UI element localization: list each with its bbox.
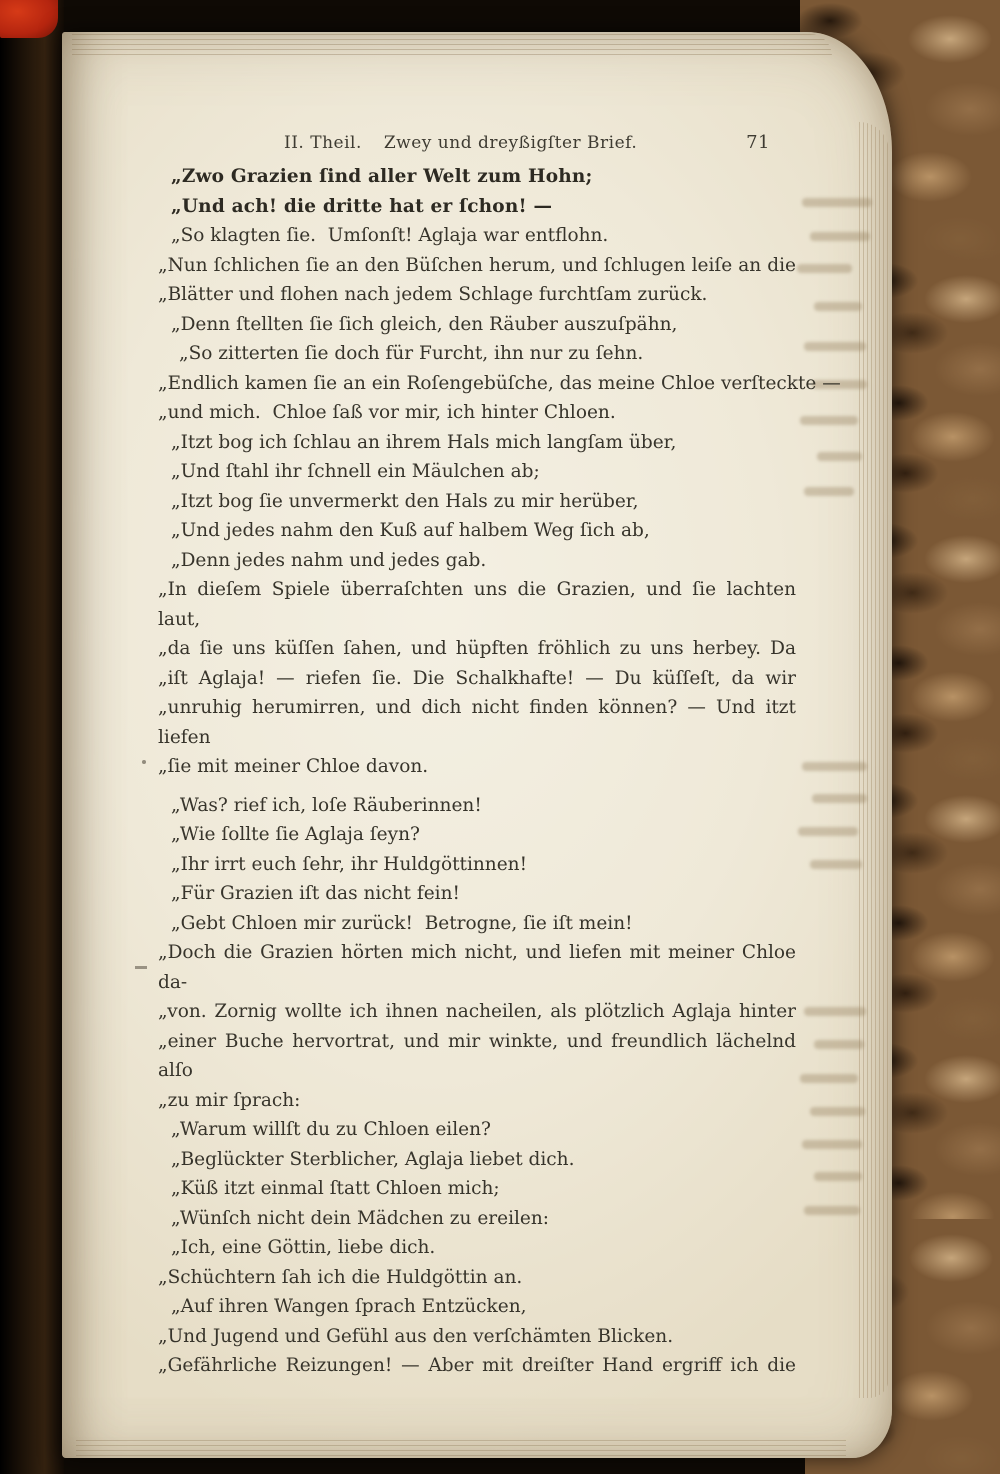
part-label: II. Theil.: [284, 133, 362, 153]
text-line: „ſie mit meiner Chloe davon.: [158, 756, 429, 777]
text-line: „Denn jedes nahm und jedes gab.: [171, 549, 487, 571]
text-line: „So klagten ſie. Umſonſt! Aglaja war entflohn.: [171, 225, 609, 246]
text-line: „da ſie uns küſſen ſahen, und hüpften fröhlich zu uns herbey. Da: [158, 638, 796, 659]
text-line: „Ihr irrt euch ſehr, ihr Huldgöttinnen!: [171, 853, 528, 875]
text-line: „Endlich kamen ſie an ein Roſengebüſche, das meine Chloe verſteckte —: [158, 372, 841, 394]
text-line: „Und ach! die dritte hat er ſchon! —: [171, 195, 553, 217]
text-line: „Und ſtahl ihr ſchnell ein Mäulchen ab;: [171, 461, 540, 482]
page-header: [158, 132, 796, 153]
text-line: „Wie ſollte ſie Aglaja ſeyn?: [171, 824, 420, 845]
text-line: „einer Buche hervortrat, und mir winkte, und freundlich lächelnd alſo: [158, 1030, 796, 1081]
text-line: „Ich, eine Göttin, liebe dich.: [171, 1237, 436, 1258]
text-line: „Denn ſtellten ſie ſich gleich, den Räuber auszuſpähn,: [171, 313, 678, 335]
book-page: [62, 32, 892, 1458]
text-block: [158, 162, 841, 1381]
text-line: „iſt Aglaja! — riefen ſie. Die Schalkhafte! — Du küſſeſt, da wir: [158, 667, 796, 689]
text-line: „von. Zornig wollte ich ihnen nacheilen, als plötzlich Aglaja hinter: [158, 1001, 796, 1022]
text-line: „So zitterten ſie doch für Furcht, ihn nur zu ſehn.: [179, 343, 644, 364]
text-line: „In dieſem Spiele überraſchten uns die Grazien, und ſie lachten laut,: [158, 579, 796, 630]
text-line: „Und jedes nahm den Kuß auf halbem Weg ſich ab,: [171, 520, 650, 541]
text-line: „Küß itzt einmal ſtatt Chloen mich;: [171, 1178, 500, 1199]
book-binding-left: [0, 0, 64, 1474]
red-corner-patch: [0, 0, 58, 38]
text-line: „Nun ſchlichen ſie an den Büſchen herum, und ſchlugen leiſe an die: [158, 254, 796, 276]
text-line: „unruhig herumirren, und dich nicht finden können? — Und itzt liefen: [158, 697, 796, 748]
text-line: „Wünſch nicht dein Mädchen zu ereilen:: [171, 1207, 549, 1229]
text-line: „und mich. Chloe ſaß vor mir, ich hinter Chloen.: [158, 402, 616, 423]
text-line: „Schüchtern ſah ich die Huldgöttin an.: [158, 1266, 523, 1288]
text-line: „Für Grazien iſt das nicht fein!: [171, 883, 460, 904]
text-line: „Doch die Grazien hörten mich nicht, und liefen mit meiner Chloe da-: [158, 942, 796, 993]
text-line: „Auf ihren Wangen ſprach Entzücken,: [171, 1296, 527, 1317]
page-number: 71: [746, 132, 770, 153]
text-line: „Gebt Chloen mir zurück! Betrogne, ſie iſt mein!: [171, 912, 633, 934]
text-line: „Itzt bog ſie unvermerkt den Hals zu mir herüber,: [171, 490, 639, 512]
text-line: „Beglückter Sterblicher, Aglaja liebet dich.: [171, 1148, 575, 1170]
text-line: „Zwo Grazien ſind aller Welt zum Hohn;: [171, 166, 593, 187]
text-line: „zu mir ſprach:: [158, 1089, 301, 1111]
text-line: „Was? rief ich, loſe Räuberinnen!: [171, 794, 482, 816]
text-line: „Warum willſt du zu Chloen eilen?: [171, 1119, 491, 1140]
text-line: „Blätter und flohen nach jedem Schlage furchtſam zurück.: [158, 284, 708, 305]
text-line: „Und Jugend und Gefühl aus den verſchämten Blicken.: [158, 1325, 674, 1347]
page-content: [62, 32, 892, 1458]
text-line: „Itzt bog ich ſchlau an ihrem Hals mich langſam über,: [171, 431, 677, 453]
chapter-title: Zwey und dreyßigſter Brief.: [383, 133, 638, 153]
text-line: „Gefährliche Reizungen! — Aber mit dreiſter Hand ergriff ich die: [158, 1355, 796, 1376]
